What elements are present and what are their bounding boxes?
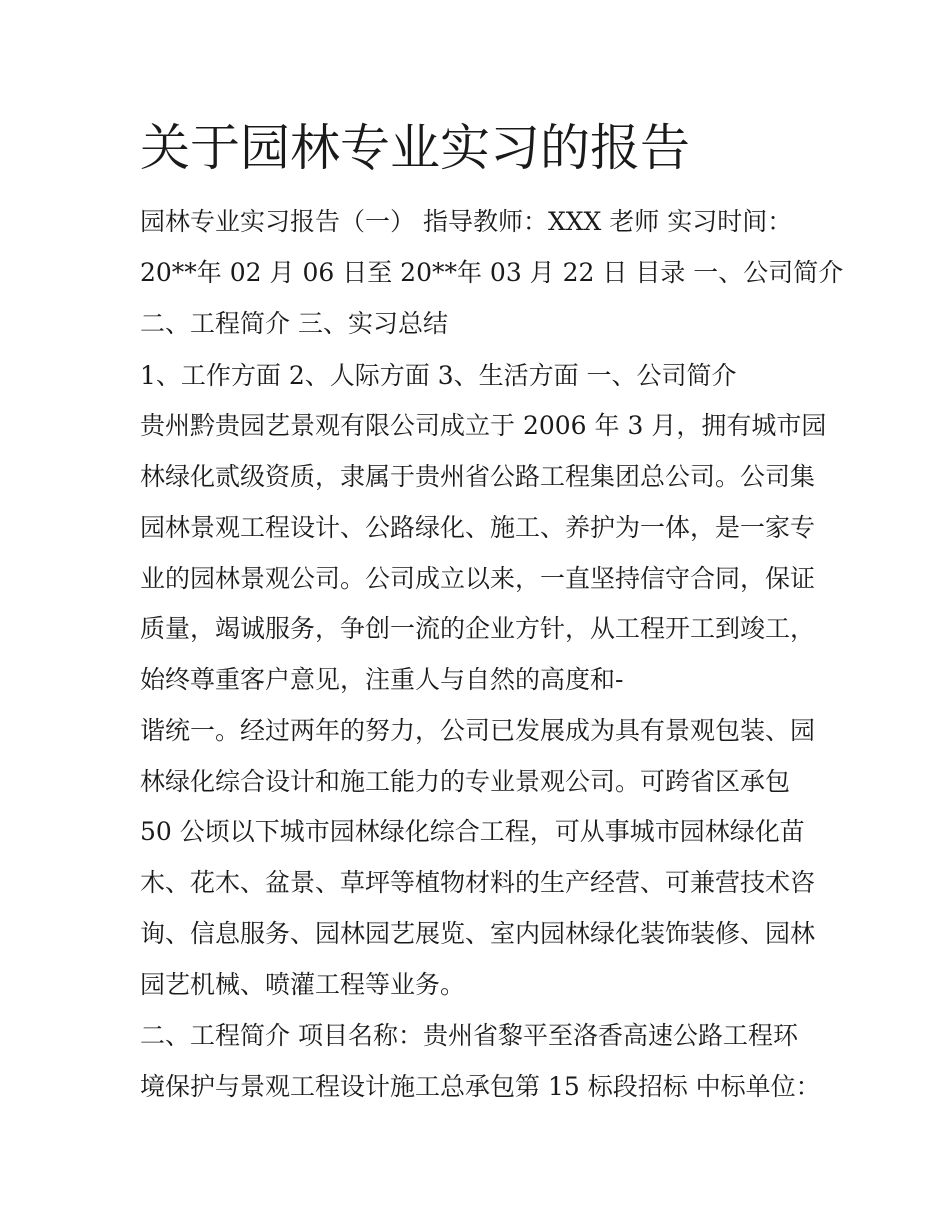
text-line: 林绿化综合设计和施工能力的专业景观公司。可跨省区承包 xyxy=(140,767,791,796)
text-line: 林绿化贰级资质，隶属于贵州省公路工程集团总公司。公司集 xyxy=(140,462,816,491)
text-line: 质量，竭诚服务，争创一流的企业方针，从工程开工到竣工， xyxy=(140,614,816,643)
text-line: 50 公顷以下城市园林绿化综合工程，可从事城市园林绿化苗 xyxy=(140,817,805,846)
text-line: 始终尊重客户意见，注重人与自然的高度和- xyxy=(140,665,624,694)
text-line: 业的园林景观公司。公司成立以来，一直坚持信守合同，保证 xyxy=(140,564,816,593)
text-line: 1、工作方面 2、人际方面 3、生活方面 一、公司简介 xyxy=(140,361,737,390)
text-line: 园林景观工程设计、公路绿化、施工、养护为一体，是一家专 xyxy=(140,513,816,542)
text-line: 园艺机械、喷灌工程等业务。 xyxy=(140,970,466,999)
text-line: 境保护与景观工程设计施工总承包第 15 标段招标 中标单位： xyxy=(140,1072,821,1101)
text-line: 20**年 02 月 06 日至 20**年 03 月 22 日 目录 一、公司简介 xyxy=(140,258,844,287)
text-line: 二、工程简介 项目名称：贵州省黎平至洛香高速公路工程环 xyxy=(140,1021,798,1050)
text-line: 谐统一。经过两年的努力，公司已发展成为具有景观包装、园 xyxy=(140,716,816,745)
text-line: 贵州黔贵园艺景观有限公司成立于 2006 年 3 月，拥有城市园 xyxy=(140,411,827,440)
text-line: 询、信息服务、园林园艺展览、室内园林绿化装饰装修、园林 xyxy=(140,919,816,948)
text-line: 二、工程简介 三、实习总结 xyxy=(140,309,448,338)
text-line: 木、花木、盆景、草坪等植物材料的生产经营、可兼营技术咨 xyxy=(140,868,816,897)
document-title: 关于园林专业实习的报告 xyxy=(140,119,690,177)
text-line: 园林专业实习报告（一） 指导教师：XXX 老师 实习时间： xyxy=(140,207,793,236)
